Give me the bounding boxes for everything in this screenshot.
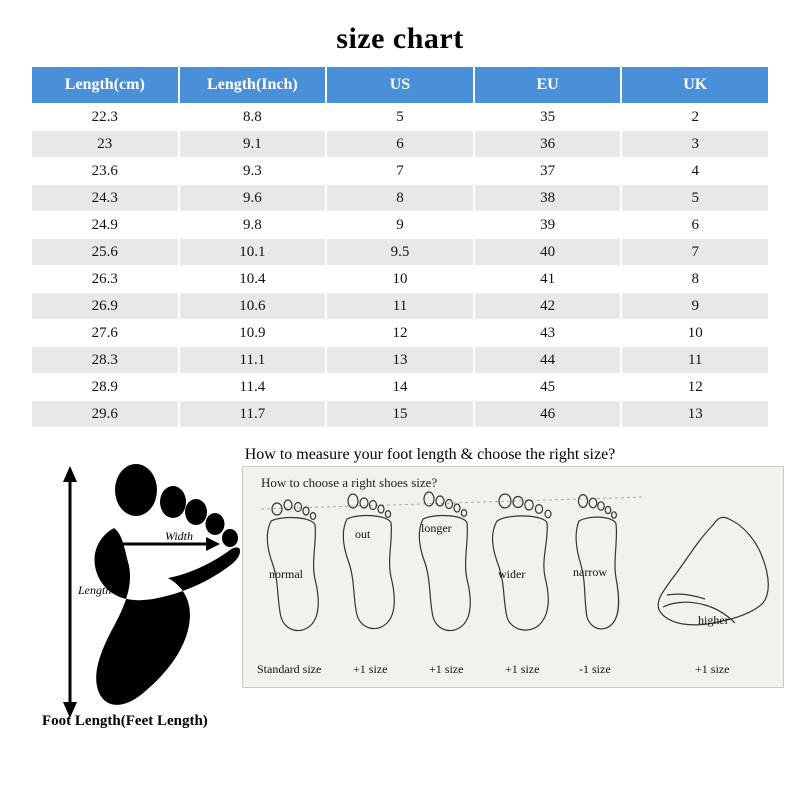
cell-length-inch: 9.8: [180, 212, 326, 238]
cell-length-inch: 9.6: [180, 185, 326, 211]
measure-guide-heading: How to measure your foot length & choose the right size?: [244, 446, 616, 463]
cell-us: 15: [327, 401, 473, 427]
cell-length-cm: 26.9: [32, 293, 178, 319]
cell-length-inch: 8.8: [180, 104, 326, 130]
footprint-caption: Foot Length(Feet Length): [42, 713, 208, 729]
foot-label-longer: longer: [421, 521, 452, 535]
footprint-illustration: [18, 458, 258, 736]
measure-guide-section: [0, 446, 800, 756]
table-row: [32, 401, 768, 427]
cell-length-cm: 26.3: [32, 266, 178, 292]
cell-length-cm: 23.6: [32, 158, 178, 184]
cell-eu: 40: [475, 239, 621, 265]
cell-us: 11: [327, 293, 473, 319]
table-row: [32, 266, 768, 292]
table-row: [32, 104, 768, 130]
cell-length-inch: 11.7: [180, 401, 326, 427]
cell-eu: 36: [475, 131, 621, 157]
column-header-length-inch: Length(Inch): [180, 67, 326, 103]
cell-uk: 7: [622, 239, 768, 265]
table-row: [32, 347, 768, 373]
table-row: [32, 131, 768, 157]
page-title: size chart: [336, 22, 464, 55]
cell-eu: 45: [475, 374, 621, 400]
shoe-guide-heading: How to choose a right shoes size?: [261, 475, 438, 490]
size-advice-out: +1 size: [353, 662, 388, 676]
cell-length-inch: 10.1: [180, 239, 326, 265]
cell-length-inch: 10.9: [180, 320, 326, 346]
cell-uk: 8: [622, 266, 768, 292]
cell-uk: 10: [622, 320, 768, 346]
table-header-row: [32, 67, 768, 103]
cell-length-inch: 10.6: [180, 293, 326, 319]
cell-us: 14: [327, 374, 473, 400]
cell-length-cm: 25.6: [32, 239, 178, 265]
cell-eu: 43: [475, 320, 621, 346]
cell-uk: 5: [622, 185, 768, 211]
cell-eu: 38: [475, 185, 621, 211]
cell-us: 13: [327, 347, 473, 373]
cell-length-inch: 9.3: [180, 158, 326, 184]
size-table: [30, 66, 770, 428]
cell-us: 9.5: [327, 239, 473, 265]
cell-uk: 12: [622, 374, 768, 400]
cell-length-cm: 29.6: [32, 401, 178, 427]
cell-length-cm: 24.9: [32, 212, 178, 238]
svg-text:Width: Width: [165, 529, 194, 543]
cell-length-inch: 10.4: [180, 266, 326, 292]
cell-uk: 13: [622, 401, 768, 427]
cell-length-inch: 11.1: [180, 347, 326, 373]
cell-us: 12: [327, 320, 473, 346]
table-row: [32, 293, 768, 319]
cell-length-cm: 28.9: [32, 374, 178, 400]
table-row: [32, 374, 768, 400]
cell-us: 7: [327, 158, 473, 184]
foot-label-wider: wider: [498, 567, 526, 581]
cell-eu: 41: [475, 266, 621, 292]
cell-us: 5: [327, 104, 473, 130]
cell-us: 9: [327, 212, 473, 238]
footprint-diagram: [18, 458, 258, 736]
table-row: [32, 185, 768, 211]
cell-eu: 37: [475, 158, 621, 184]
cell-length-cm: 23: [32, 131, 178, 157]
cell-us: 6: [327, 131, 473, 157]
foot-label-higher: higher: [698, 613, 729, 627]
cell-length-inch: 9.1: [180, 131, 326, 157]
size-table-wrap: [0, 56, 800, 428]
cell-uk: 3: [622, 131, 768, 157]
cell-eu: 42: [475, 293, 621, 319]
foot-label-out: out: [355, 527, 371, 541]
cell-length-cm: 24.3: [32, 185, 178, 211]
cell-uk: 4: [622, 158, 768, 184]
svg-text:Length: Length: [78, 583, 112, 597]
cell-eu: 35: [475, 104, 621, 130]
cell-uk: 6: [622, 212, 768, 238]
table-row: [32, 320, 768, 346]
table-row: [32, 239, 768, 265]
size-advice-narrow: -1 size: [579, 662, 611, 676]
column-header-eu: EU: [475, 67, 621, 103]
cell-length-cm: 28.3: [32, 347, 178, 373]
cell-uk: 11: [622, 347, 768, 373]
cell-eu: 39: [475, 212, 621, 238]
size-advice-wider: +1 size: [505, 662, 540, 676]
column-header-us: US: [327, 67, 473, 103]
column-header-uk: UK: [622, 67, 768, 103]
cell-uk: 2: [622, 104, 768, 130]
column-header-length-cm: Length(cm): [32, 67, 178, 103]
cell-eu: 44: [475, 347, 621, 373]
size-advice-standard: Standard size: [257, 662, 322, 676]
size-advice-higher: +1 size: [695, 662, 730, 676]
foot-label-normal: normal: [269, 567, 303, 581]
cell-eu: 46: [475, 401, 621, 427]
cell-length-cm: 27.6: [32, 320, 178, 346]
cell-length-inch: 11.4: [180, 374, 326, 400]
table-row: [32, 158, 768, 184]
size-advice-longer: +1 size: [429, 662, 464, 676]
cell-us: 10: [327, 266, 473, 292]
cell-uk: 9: [622, 293, 768, 319]
cell-length-cm: 22.3: [32, 104, 178, 130]
cell-us: 8: [327, 185, 473, 211]
foot-label-narrow: narrow: [573, 565, 607, 579]
table-row: [32, 212, 768, 238]
shoe-size-guide-panel: [242, 466, 784, 688]
